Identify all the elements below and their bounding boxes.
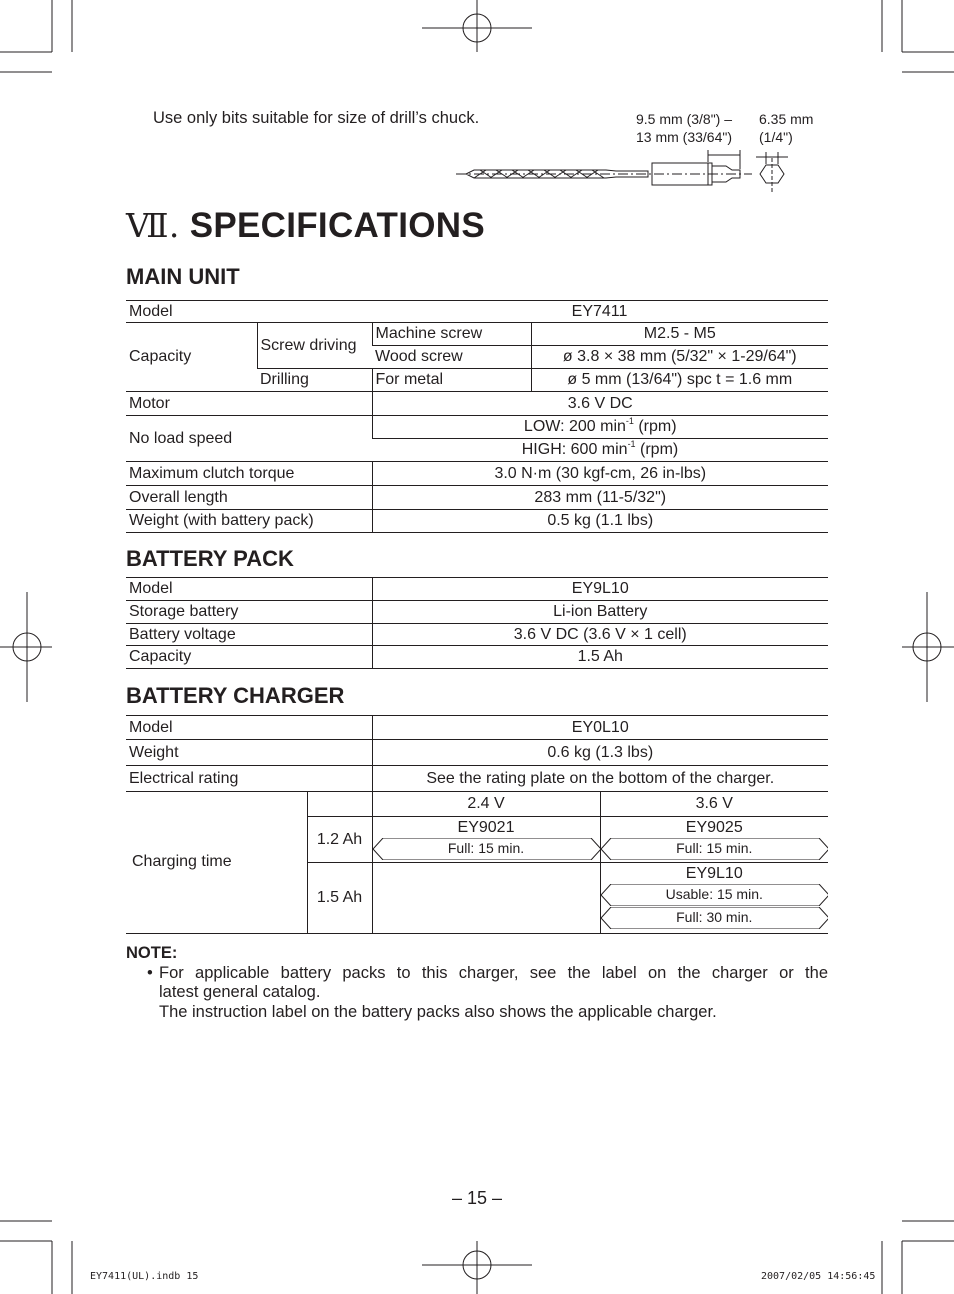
bc-rating-value: See the rating plate on the bottom of the charger. xyxy=(372,766,828,792)
bp-capacity-value: 1.5 Ah xyxy=(372,646,828,669)
bp-voltage-label: Battery voltage xyxy=(126,624,372,646)
weight-label: Weight (with battery pack) xyxy=(126,510,372,533)
table-row xyxy=(126,716,828,740)
weight-value: 0.5 kg (1.1 lbs) xyxy=(372,510,828,533)
torque-value: 3.0 N·m (30 kgf-cm, 26 in-lbs) xyxy=(372,462,828,486)
table-row xyxy=(126,462,828,486)
high-speed-value: HIGH: 600 $\min^{-1} (rpm)$ xyxy=(372,439,828,462)
table-row xyxy=(126,601,828,624)
wood-screw-label: Wood screw xyxy=(372,346,531,369)
table-row xyxy=(126,510,828,533)
ey9l10-full-text: Full: 30 min. xyxy=(676,909,753,925)
ey9l10-cell xyxy=(600,863,828,934)
page-title xyxy=(126,206,485,246)
voltage-24-header: 2.4 V xyxy=(372,792,600,817)
main-unit-table-lower xyxy=(126,391,828,533)
bc-weight-label: Weight xyxy=(126,740,372,766)
capacity-label: Capacity xyxy=(126,323,257,392)
table-row xyxy=(126,301,828,323)
page-number: – 15 – xyxy=(451,1188,503,1208)
note-title: NOTE: xyxy=(126,944,178,962)
length-label: Overall length xyxy=(126,486,372,510)
main-unit-heading: MAIN UNIT xyxy=(126,264,240,289)
ah-15-label: 1.5 Ah xyxy=(307,863,372,934)
no-load-speed-label: No load speed xyxy=(126,416,372,462)
model-label: Model xyxy=(126,301,531,323)
bp-storage-label: Storage battery xyxy=(126,601,372,624)
empty-cell-24v-15ah xyxy=(372,863,600,934)
footer-file: EY7411(UL).indb 15 xyxy=(90,1271,199,1282)
table-row xyxy=(126,323,828,346)
ey9l10-full-tag xyxy=(601,907,829,927)
ey9025-full-tag xyxy=(601,838,829,858)
voltage-36-header: 3.6 V xyxy=(600,792,828,817)
machine-screw-value: M2.5 - M5 xyxy=(531,323,828,346)
ey9l10-usable-tag xyxy=(601,884,829,904)
note-item xyxy=(126,964,828,1023)
model-value: EY7411 xyxy=(531,301,828,323)
motor-value: 3.6 V DC xyxy=(372,392,828,416)
bc-rating-label: Electrical rating xyxy=(126,766,372,792)
motor-label: Motor xyxy=(126,392,372,416)
battery-charger-heading: BATTERY CHARGER xyxy=(126,683,345,708)
table-row xyxy=(126,578,828,601)
note-line2: latest general catalog. xyxy=(159,983,321,1001)
intro-text: Use only bits suitable for size of drill’s chuck. xyxy=(153,109,480,127)
battery-charger-table xyxy=(126,715,828,792)
ey9021-full-tag xyxy=(373,838,600,858)
battery-pack-heading: BATTERY PACK xyxy=(126,546,294,571)
table-row xyxy=(126,792,828,817)
bc-model-value: EY0L10 xyxy=(372,716,828,740)
charging-time-table xyxy=(126,791,828,934)
ey9021-full-text: Full: 15 min. xyxy=(447,840,525,856)
drilling-label: Drilling xyxy=(257,369,372,392)
section-numeral: Ⅶ. xyxy=(126,206,180,245)
ey9021-cell xyxy=(372,817,600,863)
note-block xyxy=(126,944,828,1022)
screw-driving-label: Screw driving xyxy=(257,323,372,369)
dim-left-line2: 13 mm (33/64") xyxy=(636,129,733,145)
bc-weight-value: 0.6 kg (1.3 lbs) xyxy=(372,740,828,766)
for-metal-label: For metal xyxy=(372,369,531,392)
ey9l10-model: EY9L10 xyxy=(685,865,743,882)
table-row xyxy=(126,624,828,646)
bullet: • xyxy=(147,963,153,982)
empty-corner-cell xyxy=(307,792,372,817)
ey9025-full-text: Full: 15 min. xyxy=(676,840,753,856)
wood-screw-value: ø 3.8 × 38 mm (5/32" × 1-29/64") xyxy=(531,346,828,369)
ey9l10-usable-text: Usable: 15 min. xyxy=(665,886,763,902)
dim-right-line1: 6.35 mm xyxy=(759,111,814,127)
bp-model-label: Model xyxy=(126,578,372,601)
note-line3: The instruction label on the battery packs also shows the applicable charger. xyxy=(159,1002,717,1021)
dim-left-line1: 9.5 mm (3/8") – xyxy=(636,111,732,127)
table-row xyxy=(126,486,828,510)
note-line1: For applicable battery packs to this charger, see the label on the charger or the xyxy=(159,963,828,982)
low-speed-value: LOW: 200 $\min^{-1} (rpm)$ xyxy=(372,416,828,439)
charging-time-label: Charging time xyxy=(126,792,307,934)
ey9021-model: EY9021 xyxy=(457,819,515,836)
length-value: 283 mm (11-5/32") xyxy=(372,486,828,510)
main-unit-table xyxy=(126,300,828,392)
bp-storage-value: Li-ion Battery xyxy=(372,601,828,624)
bc-model-label: Model xyxy=(126,716,372,740)
bp-voltage-value: 3.6 V DC (3.6 V × 1 cell) xyxy=(372,624,828,646)
footer-timestamp: 2007/02/05 14:56:45 xyxy=(761,1271,876,1282)
ey9025-cell xyxy=(600,817,828,863)
table-row xyxy=(126,416,828,439)
table-row xyxy=(126,392,828,416)
section-title: SPECIFICATIONS xyxy=(189,206,485,245)
torque-label: Maximum clutch torque xyxy=(126,462,372,486)
table-row xyxy=(126,766,828,792)
battery-pack-table xyxy=(126,577,828,669)
table-row xyxy=(126,740,828,766)
drill-bit-icon xyxy=(456,140,796,192)
ey9025-model: EY9025 xyxy=(685,819,743,836)
for-metal-value: ø 5 mm (13/64") spc t = 1.6 mm xyxy=(531,369,828,392)
bp-model-value: EY9L10 xyxy=(372,578,828,601)
table-row xyxy=(126,646,828,669)
machine-screw-label: Machine screw xyxy=(372,323,531,346)
ah-12-label: 1.2 Ah xyxy=(307,817,372,863)
dim-right-line2: (1/4") xyxy=(759,129,793,145)
bp-capacity-label: Capacity xyxy=(126,646,372,669)
